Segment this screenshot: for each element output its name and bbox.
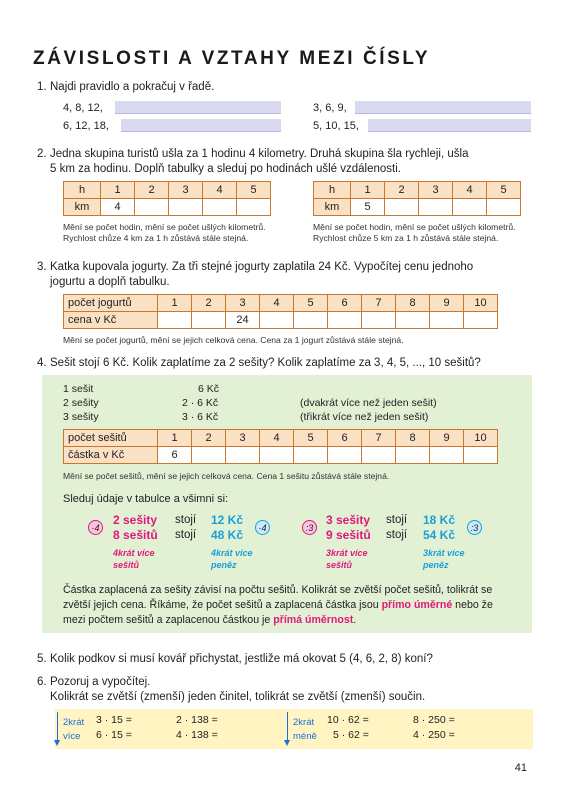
task-text-line2: Kolikrát se zvětší (zmenší) jeden činitel, tolikrát se zvětší (zmenší) součin.: [50, 691, 426, 703]
answer-cell[interactable]: [362, 312, 396, 329]
answer-cell[interactable]: [464, 312, 498, 329]
task-text: Najdi pravidlo a pokračuj v řadě.: [50, 81, 215, 93]
answer-cell[interactable]: [430, 447, 464, 464]
answer-cell[interactable]: [135, 199, 169, 216]
factor-circle: :3: [467, 520, 482, 535]
task-number: 3.: [37, 261, 47, 273]
table-cell: 24: [226, 312, 260, 329]
note-line: Mění se počet hodin, mění se počet ušlých kilometrů.: [63, 222, 266, 232]
answer-cell[interactable]: [419, 199, 453, 216]
note-yogurt: Mění se počet jogurtů, mění se jejich celková cena. Cena za 1 jogurt zůstává stále stejná.: [63, 335, 404, 345]
task-6: [37, 675, 533, 705]
hours-km-table-a: [63, 181, 271, 216]
example-verb: stojí: [386, 529, 408, 541]
task-text-line2: jogurtu a doplň tabulku.: [50, 276, 170, 288]
answer-cell[interactable]: [203, 199, 237, 216]
table-cell: 2: [385, 182, 419, 199]
answer-cell[interactable]: [362, 447, 396, 464]
table-cell: 2: [192, 295, 226, 312]
task-text: Sešit stojí 6 Kč. Kolik zaplatíme za 2 sešity? Kolik zaplatíme za 3, 4, 5, ..., 10 sešitů?: [50, 357, 481, 369]
answer-cell[interactable]: [464, 447, 498, 464]
sequence-d: 5, 10, 15,: [313, 120, 359, 132]
arrow-caption: 2krát: [63, 717, 85, 728]
table-cell: 4: [453, 182, 487, 199]
example-caption: 4krát více: [211, 548, 253, 558]
task-4: [37, 356, 533, 371]
answer-cell[interactable]: [192, 447, 226, 464]
factor-circle: :3: [302, 520, 317, 535]
equation: 6 · 15 =: [96, 729, 132, 741]
equation: 4 · 250 =: [413, 729, 455, 741]
task-text-line1: Pozoruj a vypočítej.: [50, 676, 151, 688]
arrow-caption: 2krát: [293, 717, 315, 728]
answer-blank-b[interactable]: [355, 101, 531, 114]
table-cell: 2: [135, 182, 169, 199]
table-cell: 9: [430, 430, 464, 447]
answer-cell[interactable]: [396, 312, 430, 329]
task-3: [37, 260, 533, 290]
equation: 5 · 62 =: [333, 729, 369, 741]
sequence-a: 4, 8, 12,: [63, 102, 103, 114]
line-value: 2 · 6 Kč: [182, 397, 219, 409]
task-number: 6.: [37, 676, 47, 688]
table-cell: 4: [260, 295, 294, 312]
table-cell: km: [314, 199, 351, 216]
example-verb: stojí: [175, 529, 197, 541]
line-value: 6 Kč: [198, 383, 220, 395]
table-cell: 6: [328, 295, 362, 312]
table-cell: počet jogurtů: [64, 295, 158, 312]
answer-cell[interactable]: [192, 312, 226, 329]
example-price: 54 Kč: [423, 528, 456, 542]
table-cell: 1: [101, 182, 135, 199]
answer-cell[interactable]: [260, 312, 294, 329]
line-label: 3 sešity: [63, 411, 99, 423]
line-comment: (třikrát více než jeden sešit): [300, 411, 429, 423]
table-cell: cena v Kč: [64, 312, 158, 329]
task-text-line2: 5 km za hodinu. Doplň tabulky a sleduj po hodinách ušlé vzdálenosti.: [50, 163, 401, 175]
table-cell: km: [64, 199, 101, 216]
table-cell: h: [314, 182, 351, 199]
answer-cell[interactable]: [260, 447, 294, 464]
example-price: 12 Kč: [211, 513, 244, 527]
example-price: 48 Kč: [211, 528, 244, 542]
table-cell: 3: [226, 430, 260, 447]
table-cell: částka v Kč: [64, 447, 158, 464]
arrowhead-icon: [284, 740, 290, 746]
equation: 10 · 62 =: [327, 714, 369, 726]
table-cell: 5: [237, 182, 271, 199]
table-cell: 7: [362, 430, 396, 447]
answer-cell[interactable]: [169, 199, 203, 216]
answer-blank-d[interactable]: [368, 119, 531, 132]
note-line: Mění se počet hodin, mění se počet ušlých kilometrů.: [313, 222, 516, 232]
example-caption: sešitů: [113, 560, 140, 570]
table-cell: 8: [396, 430, 430, 447]
table-cell: 6: [158, 447, 192, 464]
answer-cell[interactable]: [294, 447, 328, 464]
observe-text: Sleduj údaje v tabulce a všimni si:: [63, 493, 229, 505]
factor-circle: ·4: [88, 520, 103, 535]
task-5: [37, 652, 533, 667]
table-cell: 3: [419, 182, 453, 199]
key-term: přímo úměrné: [381, 599, 453, 611]
table-cell: počet sešitů: [64, 430, 158, 447]
answer-cell[interactable]: [158, 312, 192, 329]
table-cell: 7: [362, 295, 396, 312]
table-cell: 2: [192, 430, 226, 447]
explanation-line-3: [63, 613, 356, 627]
table-cell: 10: [464, 295, 498, 312]
task-number: 2.: [37, 148, 47, 160]
table-cell: 5: [294, 430, 328, 447]
task-text-line1: Katka kupovala jogurty. Za tři stejné jogurty zaplatila 24 Kč. Vypočítej cenu jednoho: [50, 261, 474, 273]
notebook-table: [63, 429, 498, 464]
note-notebook: Mění se počet sešitů, mění se jejich celková cena. Cena 1 sešitu zůstává stále stejná.: [63, 471, 390, 481]
explanation-text: nebo že: [455, 599, 493, 611]
answer-cell[interactable]: [453, 199, 487, 216]
example-caption: peněz: [211, 560, 237, 570]
explanation-text: .: [353, 614, 357, 626]
sequence-b: 3, 6, 9,: [313, 102, 347, 114]
answer-blank-c[interactable]: [121, 119, 281, 132]
explanation-text: zvětší jejich cena. Říkáme, že počet sešitů a zaplacená částka jsou: [63, 599, 379, 611]
arrow-caption: více: [63, 731, 81, 742]
task-number: 5.: [37, 653, 47, 665]
key-term: přímá úměrnost: [273, 614, 354, 626]
example-caption: 4krát více: [113, 548, 155, 558]
example-value: 3 sešity: [326, 513, 371, 527]
task-number: 1.: [37, 81, 47, 93]
example-value: 2 sešity: [113, 513, 158, 527]
table-cell: 10: [464, 430, 498, 447]
explanation-text: mezi počtem sešitů a zaplacenou částkou je: [63, 614, 271, 626]
equation: 2 · 138 =: [176, 714, 218, 726]
arrow-caption: méně: [293, 731, 317, 742]
explanation-line-2: [63, 598, 493, 612]
equation: 8 · 250 =: [413, 714, 455, 726]
example-caption: sešitů: [326, 560, 353, 570]
note-line: Rychlost chůze 4 km za 1 h zůstává stále stejná.: [63, 233, 249, 243]
explanation-line-1: Částka zaplacená za sešity závisí na počtu sešitů. Kolikrát se zvětší počet sešitů, tolikrát se: [63, 584, 493, 596]
table-cell: 5: [294, 295, 328, 312]
task-1: [37, 80, 533, 95]
table-cell: 6: [328, 430, 362, 447]
equation: 4 · 138 =: [176, 729, 218, 741]
example-price: 18 Kč: [423, 513, 456, 527]
example-verb: stojí: [386, 514, 408, 526]
page-title: ZÁVISLOSTI A VZTAHY MEZI ČÍSLY: [33, 48, 431, 69]
table-cell: 4: [203, 182, 237, 199]
example-caption: 3krát více: [423, 548, 465, 558]
hours-km-table-b: [313, 181, 521, 216]
page-number: 41: [514, 762, 527, 774]
answer-cell[interactable]: [237, 199, 271, 216]
example-value: 9 sešitů: [326, 528, 371, 542]
answer-cell[interactable]: [385, 199, 419, 216]
table-cell: 4: [101, 199, 135, 216]
note-a: [63, 222, 266, 244]
note-b: [313, 222, 516, 244]
table-cell: 4: [260, 430, 294, 447]
example-value: 8 sešitů: [113, 528, 158, 542]
example-verb: stojí: [175, 514, 197, 526]
arrowhead-icon: [54, 740, 60, 746]
table-cell: 5: [487, 182, 521, 199]
table-cell: 3: [169, 182, 203, 199]
task-2: [37, 147, 533, 177]
table-cell: 3: [226, 295, 260, 312]
table-cell: 1: [158, 295, 192, 312]
line-value: 3 · 6 Kč: [182, 411, 219, 423]
answer-cell[interactable]: [226, 447, 260, 464]
answer-blank-a[interactable]: [115, 101, 281, 114]
example-caption: 3krát více: [326, 548, 368, 558]
line-comment: (dvakrát více než jeden sešit): [300, 397, 437, 409]
task-text: Kolik podkov si musí kovář přichystat, jestliže má okovat 5 (4, 6, 2, 8) koní?: [50, 653, 433, 665]
table-cell: 1: [351, 182, 385, 199]
answer-cell[interactable]: [487, 199, 521, 216]
equation: 3 · 15 =: [96, 714, 132, 726]
answer-cell[interactable]: [430, 312, 464, 329]
yogurt-table: [63, 294, 498, 329]
line-label: 1 sešit: [63, 383, 94, 395]
down-arrow-icon: [287, 712, 288, 742]
table-cell: 9: [430, 295, 464, 312]
answer-cell[interactable]: [294, 312, 328, 329]
sequence-c: 6, 12, 18,: [63, 120, 109, 132]
task-text-line1: Jedna skupina turistů ušla za 1 hodinu 4 kilometry. Druhá skupina šla rychleji, ušla: [50, 148, 469, 160]
task-number: 4.: [37, 357, 47, 369]
factor-circle: ·4: [255, 520, 270, 535]
answer-cell[interactable]: [328, 312, 362, 329]
table-cell: 1: [158, 430, 192, 447]
answer-cell[interactable]: [396, 447, 430, 464]
note-line: Rychlost chůze 5 km za 1 h zůstává stále stejná.: [313, 233, 499, 243]
table-cell: h: [64, 182, 101, 199]
table-cell: 8: [396, 295, 430, 312]
down-arrow-icon: [57, 712, 58, 742]
example-caption: peněz: [423, 560, 449, 570]
table-cell: 5: [351, 199, 385, 216]
answer-cell[interactable]: [328, 447, 362, 464]
line-label: 2 sešity: [63, 397, 99, 409]
